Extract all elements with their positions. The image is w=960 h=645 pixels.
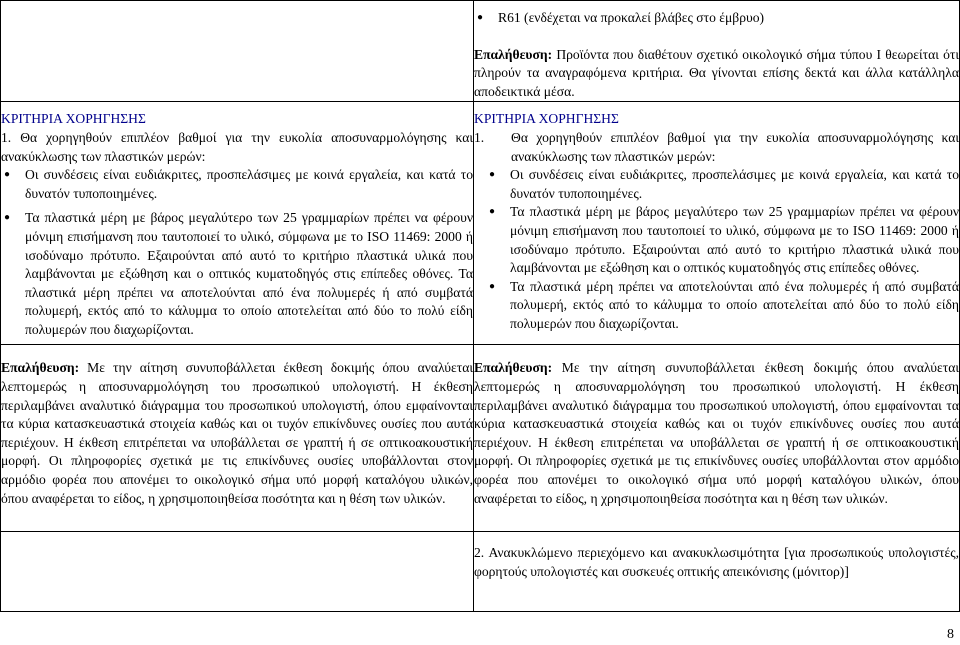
criterion-number: 1. <box>474 129 485 145</box>
recycling-criterion-cell <box>474 532 960 612</box>
empty-left-cell <box>1 532 474 612</box>
table-row <box>1 345 960 532</box>
verification-text: Προϊόντα που διαθέτουν σχετικό οικολογικό σήμα τύπου Ι θεωρείται ότι πληρούν τα αναγραφόμενα κριτήρια. Θα γίνονται επίσης δεκτά και άλλα κατάλληλα αποδεικτικά μέσα. <box>474 46 959 99</box>
criterion-1: 1. Θα χορηγηθούν επιπλέον βαθμοί για την ευκολία αποσυναρμολόγησης και ανακύκλωσης των πλαστικών μερών: <box>1 129 473 164</box>
list-item: ● Τα πλαστικά μέρη με βάρος μεγαλύτερο των 25 γραμμαρίων πρέπει να φέρουν μόνιμη επισήμανση που ταυτοποιεί το υλικό, σύμφωνα με το ISO 11469: 2000 ή ισοδύναμο πρότυπο. Εξαιρούνται από αυτό το κριτήριο πλαστικά υλικά που λαμβάνονται με εξώθηση και ο οπτικός κυματοδηγός στις επίπεδες οθόνες. Τα πλαστικά μέρη πρέπει να αποτελούνται από ένα πολυμερές ή από συμβατά πολυμερή, εκτός από το κάλυμμα το οποίο αποτελείται από δύο το πολύ είδη πολυμερών που διαχωρίζονται. <box>1 209 473 339</box>
verification-paragraph <box>474 359 959 508</box>
section-heading: ΚΡΙΤΗΡΙΑ ΧΟΡΗΓΗΣΗΣ <box>474 111 619 127</box>
right-verification-cell <box>474 345 960 532</box>
table-row <box>1 1 960 102</box>
list-item: ● Τα πλαστικά μέρη πρέπει να αποτελούνται από ένα πολυμερές ή από συμβατά πολυμερή, εκτός από το κάλυμμα το οποίο αποτελείται από δύο το πολύ είδη πολυμερών που διαχωρίζονται. <box>486 278 959 334</box>
section-heading: ΚΡΙΤΗΡΙΑ ΧΟΡΗΓΗΣΗΣ <box>1 111 146 127</box>
criterion-bullets <box>486 166 959 333</box>
verification-label: Επαλήθευση: <box>1 360 80 376</box>
criterion-text: Θα χορηγηθούν επιπλέον βαθμοί για την ευκολία αποσυναρμολόγησης και ανακύκλωσης των πλαστικών μερών: <box>511 129 959 164</box>
criterion-1 <box>474 129 959 166</box>
right-criteria-cell <box>474 102 960 345</box>
verification-paragraph <box>474 46 959 102</box>
empty-left-cell <box>1 1 474 102</box>
list-item: ● Τα πλαστικά μέρη με βάρος μεγαλύτερο των 25 γραμμαρίων πρέπει να φέρουν μόνιμη επισήμανση που ταυτοποιεί το υλικό, σύμφωνα με το ISO 11469: 2000 ή ισοδύναμο πρότυπο. Εξαιρούνται από αυτό το κριτήριο πλαστικά υλικά που λαμβάνονται με εξώθηση και ο οπτικός κυματοδηγός στις επίπεδες οθόνες. <box>486 203 959 277</box>
left-verification-cell <box>1 345 474 532</box>
page-number: 8 <box>947 627 954 642</box>
verification-text: Με την αίτηση συνυποβάλλεται έκθεση δοκιμής όπου αναλύεται λεπτομερώς η αποσυναρμολόγηση του προσωπικού υπολογιστή. Η έκθεση περιλαμβάνει αναλυτικό διάγραμμα του προσωπικού υπολογιστή, όπου εμφαίνονται τα κύρια κατασκευαστικά στοιχεία καθώς και οι τυχόν επικίνδυνες ουσίες που αυτά περιέχουν. Η έκθεση επιτρέπεται να υποβάλλεται σε γραπτή ή σε οπτικοακουστική μορφή. Οι πληροφορίες σχετικά με τις επικίνδυνες ουσίες υποβάλλονται στον αρμόδιο φορέα που απονέμει το οικολογικό σήμα υπό μορφή καταλόγου υλικών, όπου αναφέρεται το είδος, η χρησιμοποιηθείσα ποσότητα και η θέση των υλικών. <box>1 360 473 506</box>
table-row <box>1 532 960 612</box>
verification-label: Επαλήθευση: <box>474 46 553 62</box>
table-row <box>1 102 960 345</box>
list-item: ● R61 (ενδέχεται να προκαλεί βλάβες στο έμβρυο) <box>474 9 959 28</box>
list-item: ● Οι συνδέσεις είναι ευδιάκριτες, προσπελάσιμες με κοινά εργαλεία, και κατά το δυνατόν τυποποιημένες. <box>1 166 473 203</box>
top-right-cell <box>474 1 960 102</box>
verification-label: Επαλήθευση: <box>474 360 553 376</box>
r61-list <box>474 9 959 28</box>
left-criteria-cell <box>1 102 474 345</box>
criterion-bullets <box>1 166 473 339</box>
verification-paragraph <box>1 359 473 508</box>
list-item: ● Οι συνδέσεις είναι ευδιάκριτες, προσπελάσιμες με κοινά εργαλεία, και κατά το δυνατόν τυποποιημένες. <box>486 166 959 203</box>
criterion-2: 2. Ανακυκλώμενο περιεχόμενο και ανακυκλωσιμότητα [για προσωπικούς υπολογιστές, φορητούς υπολογιστές και συσκευές οπτικής απεικόνισης (μόνιτορ)] <box>474 545 959 579</box>
verification-text: Με την αίτηση συνυποβάλλεται έκθεση δοκιμής όπου αναλύεται λεπτομερώς η αποσυναρμολόγηση του προσωπικού υπολογιστή. Η έκθεση περιλαμβάνει αναλυτικό διάγραμμα του προσωπικού υπολογιστή, όπου εμφαίνονται τα κύρια κατασκευαστικά στοιχεία καθώς και οι τυχόν επικίνδυνες ουσίες που αυτά περιέχουν. Η έκθεση επιτρέπεται να υποβάλλεται σε γραπτή ή σε οπτικοακουστική μορφή. Οι πληροφορίες σχετικά με τις επικίνδυνες ουσίες υποβάλλονται στον αρμόδιο φορέα που απονέμει το οικολογικό σήμα υπό μορφή καταλόγου υλικών, όπου αναφέρεται το είδος, η χρησιμοποιηθείσα ποσότητα και η θέση των υλικών. <box>474 360 959 506</box>
